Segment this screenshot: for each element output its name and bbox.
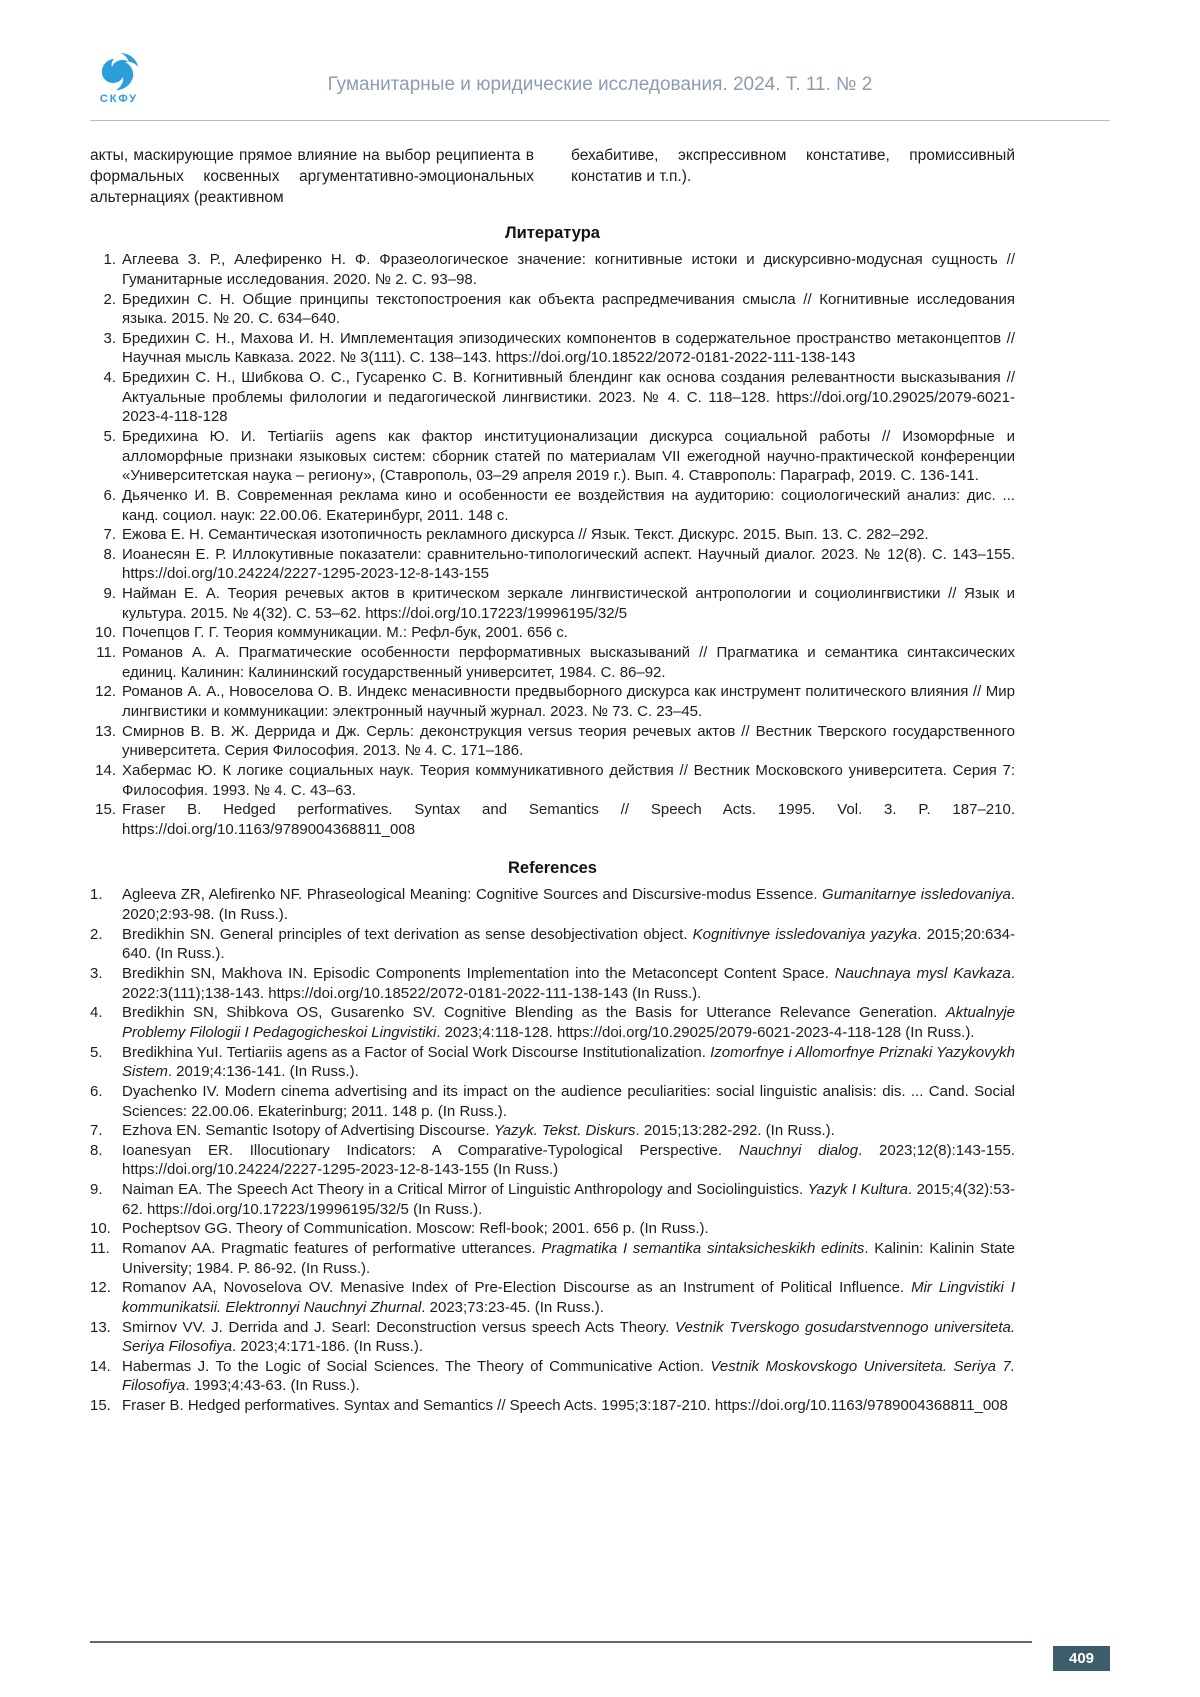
- reference-item: [90, 722, 1015, 761]
- reference-item: [90, 800, 1015, 839]
- intro-two-column-text: [90, 145, 1015, 208]
- reference-number: 13.: [95, 722, 116, 740]
- reference-text: Bredikhin SN, Makhova IN. Episodic Components Implementation into the Metaconcept Content Space. Nauchnaya mysl Kavkaza. 2022:3(111);138-143. https://doi.org/10.18522/2072-0181-2022-111-138-143 (In Russ.).: [122, 965, 1015, 1002]
- reference-text: Pocheptsov GG. Theory of Communication. Moscow: Refl-book; 2001. 656 p. (In Russ.).: [122, 1220, 709, 1238]
- reference-text: Аглеева З. Р., Алефиренко Н. Ф. Фразеологическое значение: когнитивные истоки и дискурсивно-модусная сущность // Гуманитарные исследования. 2020. № 2. С. 93–98.: [122, 251, 1015, 288]
- reference-number: 9.: [90, 1181, 103, 1199]
- reference-number: 3.: [90, 965, 103, 983]
- reference-number: 7.: [90, 1122, 103, 1140]
- reference-number: 7.: [103, 526, 116, 544]
- reference-item: [90, 1082, 1015, 1121]
- reference-text: Fraser B. Hedged performatives. Syntax and Semantics // Speech Acts. 1995. Vol. 3. P. 187–210. https://doi.org/10.1163/9789004368811_008: [122, 801, 1015, 838]
- reference-number: 13.: [90, 1318, 111, 1336]
- reference-item: [90, 290, 1015, 329]
- reference-text: Bredikhina YuI. Tertiariis agens as a Factor of Social Work Discourse Institutionalization. Izomorfnye i Allomorfnye Priznaki Yazykovykh Sistem. 2019;4:136-141. (In Russ.).: [122, 1043, 1015, 1081]
- reference-number: 9.: [103, 585, 116, 603]
- reference-text: Романов А. А., Новоселова О. В. Индекс менасивности предвыборного дискурса как инструмент политического влияния // Мир лингвистики и коммуникации: электронный научный журнал. 2023. № 73. С. 23–45.: [122, 683, 1015, 720]
- reference-text: Бредихина Ю. И. Tertiariis agens как фактор институционализации дискурса социальной работы // Изоморфные и алломорфные признаки языковых систем: сборник статей по материалам VII ежегодной научно-практической конференции «Университетская наука – региону», (Ставрополь, 03–29 апреля 2019 г.). Вып. 4. Ставрополь: Параграф, 2019. С. 136-141.: [122, 428, 1015, 485]
- reference-item: [90, 1121, 1015, 1141]
- reference-number: 11.: [90, 1239, 110, 1257]
- reference-text: Найман Е. А. Теория речевых актов в критическом зеркале лингвистической антропологии и социолингвистики // Язык и культура. 2015. № 4(32). С. 53–62. https://doi.org/10.17223/19996195/32/5: [122, 585, 1015, 622]
- reference-number: 14.: [95, 761, 116, 779]
- reference-item: [90, 623, 1015, 643]
- reference-number: 12.: [90, 1279, 111, 1297]
- reference-item: [90, 1219, 1015, 1239]
- reference-text: Смирнов В. В. Ж. Деррида и Дж. Серль: деконструкция versus теория речевых актов // Вестник Тверского государственного университета. Серия Философия. 2013. № 4. С. 171–186.: [122, 722, 1015, 760]
- reference-item: [90, 925, 1015, 964]
- reference-text: Романов А. А. Прагматические особенности перформативных высказываний // Прагматика и семантика синтаксических единиц. Калинин: Калининский государственный университет, 1984. С. 86–92.: [122, 644, 1015, 681]
- reference-text: Бредихин С. Н. Общие принципы текстопостроения как объекта распредмечивания смысла // Когнитивные исследования языка. 2015. № 20. С. 634–640.: [122, 290, 1015, 328]
- intro-right-column: бехабитиве, экспрессивном констативе, промиссивный констатив и т.п.).: [571, 147, 1015, 186]
- header-divider: [90, 120, 1110, 121]
- reference-number: 15.: [90, 1397, 111, 1415]
- reference-number: 8.: [90, 1141, 103, 1159]
- reference-text: Бредихин С. Н., Махова И. Н. Имплементация эпизодических компонентов в содержательное пространство метаконцептов // Научная мысль Кавказа. 2022. № 3(111). С. 138–143. https://doi.org/10.18522/2072-0181-2022-111-138-143: [122, 329, 1015, 367]
- reference-number: 2.: [90, 925, 103, 943]
- reference-number: 6.: [90, 1082, 103, 1100]
- reference-text: Agleeva ZR, Alefirenko NF. Phraseological Meaning: Cognitive Sources and Discursive-modus Essence. Gumanitarnye issledovaniya. 2020;2:93-98. (In Russ.).: [122, 886, 1016, 924]
- reference-text: Bredikhin SN. General principles of text derivation as sense desobjectivation object. Kognitivnye issledovaniya yazyka. 2015;20:634-640. (In Russ.).: [122, 925, 1016, 963]
- reference-item: [90, 427, 1015, 486]
- reference-number: 4.: [90, 1004, 103, 1022]
- reference-number: 1.: [103, 251, 116, 269]
- reference-text: Naiman EA. The Speech Act Theory in a Critical Mirror of Linguistic Anthropology and Sociolinguistics. Yazyk I Kultura. 2015;4(32):53-62. https://doi.org/10.17223/19996195/32/5 (In Russ.).: [122, 1181, 1015, 1218]
- journal-title: Гуманитарные и юридические исследования. 2024. Т. 11. № 2: [327, 74, 873, 95]
- reference-item: [90, 1357, 1015, 1396]
- reference-text: Ezhova EN. Semantic Isotopy of Advertising Discourse. Yazyk. Tekst. Diskurs. 2015;13:282-292. (In Russ.).: [122, 1122, 835, 1140]
- reference-text: Romanov AA. Pragmatic features of performative utterances. Pragmatika I semantika sintaksicheskikh edinits. Kalinin: Kalinin State University; 1984. P. 86-92. (In Russ.).: [122, 1239, 1015, 1277]
- intro-left-column: акты, маскирующие прямое влияние на выбор реципиента в формальных косвенных аргументативно-эмоциональных альтернациях (реактивном: [90, 147, 534, 207]
- reference-number: 1.: [90, 886, 103, 904]
- reference-number: 2.: [103, 290, 116, 308]
- reference-text: Ioanesyan ER. Illocutionary Indicators: A Comparative-Typological Perspective. Nauchnyi dialog. 2023;12(8):143-155. https://doi.org/10.24224/2227-1295-2023-12-8-143-155 (In Russ.): [122, 1141, 1015, 1179]
- reference-item: [90, 250, 1015, 289]
- reference-text: Бредихин С. Н., Шибкова О. С., Гусаренко С. В. Когнитивный блендинг как основа создания релевантности высказывания // Актуальные проблемы филологии и педагогической лингвистики. 2023. № 4. С. 118–128. https://doi.org/10.29025/2079-6021-2023-4-118-128: [122, 369, 1015, 426]
- reference-number: 8.: [103, 545, 116, 563]
- reference-number: 5.: [103, 428, 116, 445]
- literatura-list: [90, 250, 1015, 839]
- reference-item: [90, 1043, 1015, 1082]
- reference-number: 10.: [90, 1220, 111, 1238]
- reference-item: [90, 964, 1015, 1003]
- reference-text: Romanov AA, Novoselova OV. Menasive Index of Pre-Election Discourse as an Instrument of Political Influence. Mir Lingvistiki I kommunikatsii. Elektronnyi Nauchnyi Zhurnal. 2023;73:23-45. (In Russ.).: [122, 1279, 1015, 1316]
- reference-text: Smirnov VV. J. Derrida and J. Searl: Deconstruction versus speech Acts Theory. Vestnik Tverskogo gosudarstvennogo universiteta. Seriya Filosofiya. 2023;4:171-186. (In Russ.).: [122, 1318, 1015, 1356]
- reference-number: 3.: [103, 329, 116, 347]
- reference-item: [90, 368, 1015, 427]
- footer-divider: [90, 1641, 1032, 1643]
- references-heading: References: [508, 859, 597, 878]
- reference-item: [90, 1318, 1015, 1357]
- page-header: [0, 0, 1200, 120]
- references-list: [90, 885, 1015, 1415]
- reference-item: [90, 584, 1015, 623]
- reference-text: Хабермас Ю. К логике социальных наук. Теория коммуникативного действия // Вестник Московского университета. Серия 7: Философия. 1993. № 4. С. 43–63.: [122, 761, 1015, 799]
- reference-item: [90, 1141, 1015, 1180]
- reference-item: [90, 1180, 1015, 1219]
- reference-text: Иоанесян Е. Р. Иллокутивные показатели: сравнительно-типологический аспект. Научный диалог. 2023. № 12(8). С. 143–155. https://doi.org/10.24224/2227-1295-2023-12-8-143-155: [122, 545, 1015, 583]
- reference-text: Ежова Е. Н. Семантическая изотопичность рекламного дискурса // Язык. Текст. Дискурс. 2015. Вып. 13. С. 282–292.: [122, 526, 929, 544]
- reference-text: Bredikhin SN, Shibkova OS, Gusarenko SV. Cognitive Blending as the Basis for Utterance Relevance Generation. Aktualnyje Problemy Filologii I Pedagogicheskoi Lingvistiki. 2023;4:118-128. https://doi.org/10.29025/2079-6021-2023-4-118-128 (In Russ.).: [122, 1004, 1015, 1041]
- reference-item: [90, 1239, 1015, 1278]
- reference-item: [90, 525, 1015, 545]
- reference-number: 4.: [103, 369, 116, 387]
- reference-number: 15.: [95, 801, 116, 819]
- reference-number: 12.: [95, 683, 116, 701]
- reference-item: [90, 1003, 1015, 1042]
- reference-item: [90, 885, 1015, 924]
- reference-number: 11.: [96, 644, 116, 662]
- reference-text: Habermas J. To the Logic of Social Sciences. The Theory of Communicative Action. Vestnik Moskovskogo Universiteta. Seriya 7. Filosofiya. 1993;4:43-63. (In Russ.).: [122, 1357, 1015, 1395]
- reference-text: Почепцов Г. Г. Теория коммуникации. М.: Рефл-бук, 2001. 656 с.: [122, 624, 568, 642]
- reference-item: [90, 486, 1015, 525]
- reference-text: Дьяченко И. В. Современная реклама кино и особенности ее воздействия на аудиторию: социологический анализ: дис. ... канд. социол. наук: 22.00.06. Екатеринбург, 2011. 148 с.: [122, 486, 1015, 524]
- reference-item: [90, 682, 1015, 721]
- reference-number: 6.: [103, 486, 116, 504]
- reference-text: Fraser B. Hedged performatives. Syntax and Semantics // Speech Acts. 1995;3:187-210. https://doi.org/10.1163/9789004368811_008: [122, 1397, 1008, 1415]
- reference-text: Dyachenko IV. Modern cinema advertising and its impact on the audience peculiarities: social linguistic analisis: dis. ... Cand. Social Sciences: 22.00.06. Ekaterinburg; 2011. 148 p. (In Russ.).: [122, 1082, 1015, 1120]
- reference-item: [90, 545, 1015, 584]
- reference-number: 14.: [90, 1357, 111, 1375]
- reference-item: [90, 329, 1015, 368]
- reference-item: [90, 761, 1015, 800]
- reference-item: [90, 1396, 1015, 1416]
- page-number-badge: 409: [1053, 1646, 1110, 1671]
- reference-number: 10.: [95, 624, 116, 642]
- logo-text: СКФУ: [99, 93, 139, 105]
- page-footer: [90, 1641, 1110, 1673]
- reference-item: [90, 643, 1015, 682]
- reference-number: 5.: [90, 1043, 103, 1061]
- literatura-heading: Литература: [505, 224, 600, 243]
- reference-item: [90, 1278, 1015, 1317]
